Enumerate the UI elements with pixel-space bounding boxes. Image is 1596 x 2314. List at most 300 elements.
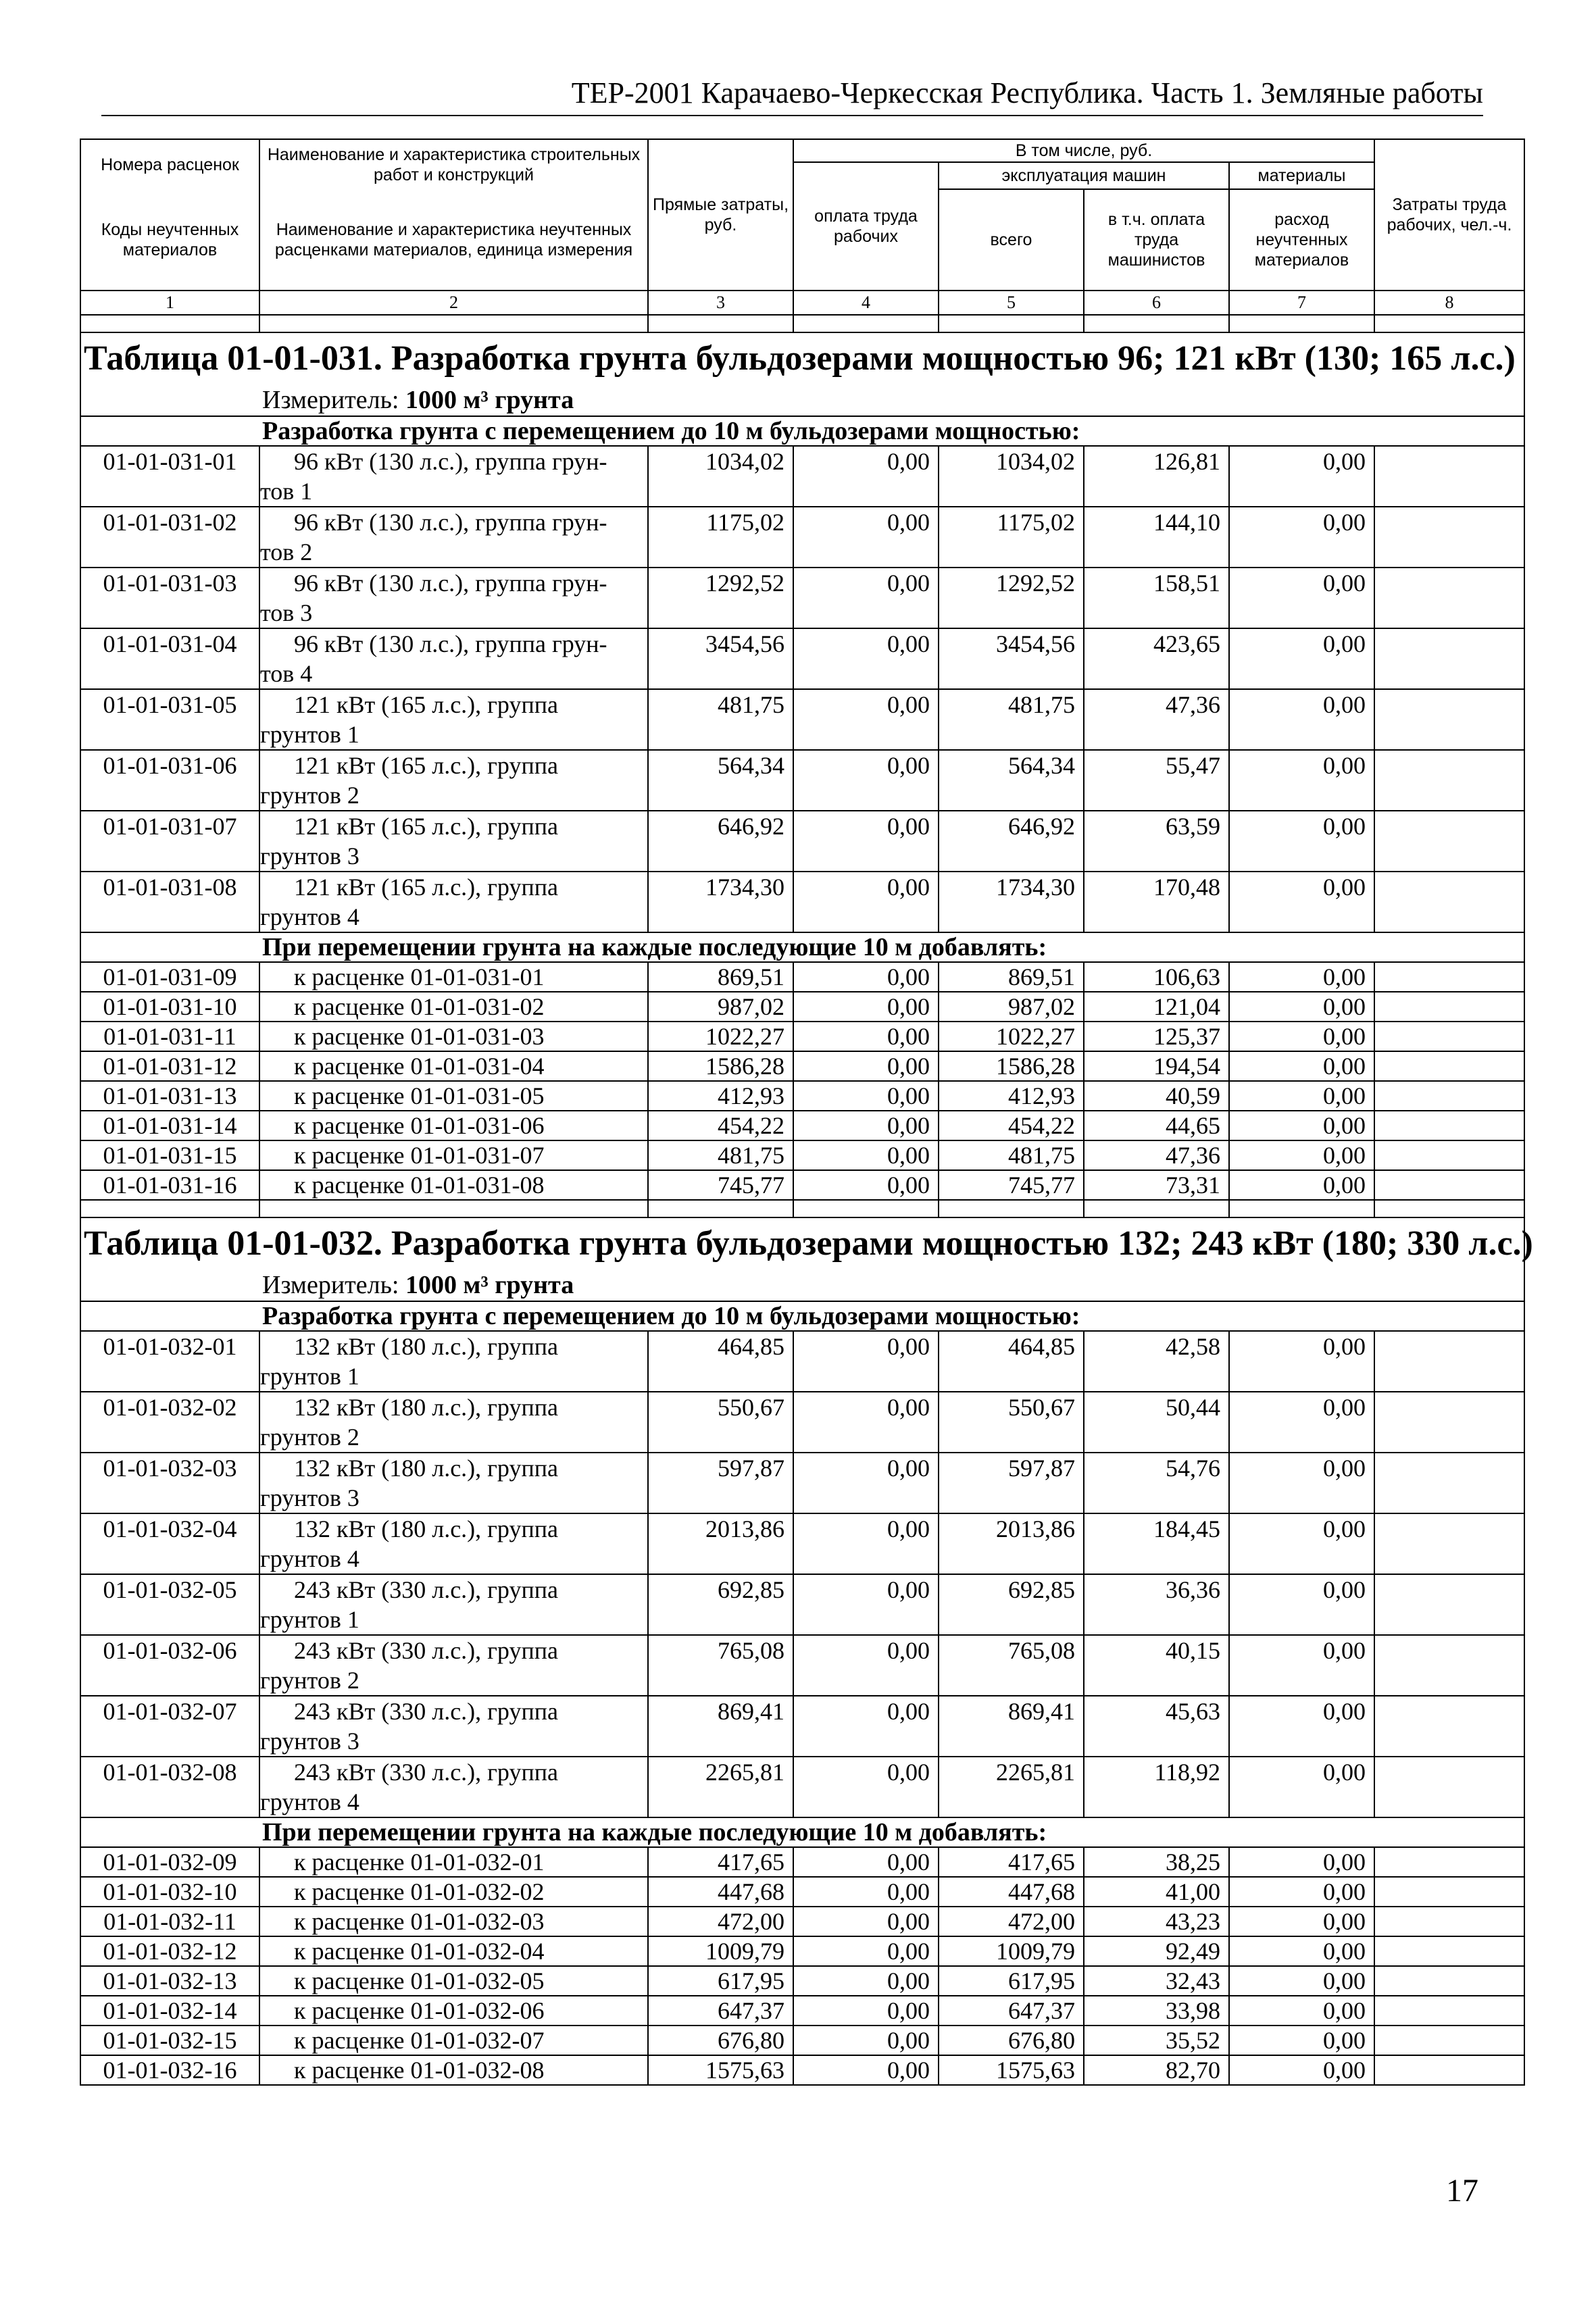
spacer-cell (259, 1200, 648, 1217)
value-c4: 0,00 (793, 2055, 939, 2085)
value-c3: 1586,28 (648, 1051, 793, 1081)
value-c5: 417,65 (939, 1847, 1084, 1877)
spacer-cell (80, 315, 259, 332)
rate-code: 01-01-032-16 (80, 2055, 259, 2085)
value-c3: 1292,52 (648, 568, 793, 628)
section-title: При перемещении грунта на каждые последующие 10 м добавлять: (80, 1817, 1524, 1847)
value-c5: 454,22 (939, 1111, 1084, 1140)
header-col1-bottom: Коды неучтенных материалов (80, 189, 259, 291)
value-c3: 417,65 (648, 1847, 793, 1877)
value-c4: 0,00 (793, 689, 939, 750)
spacer-cell (1374, 315, 1524, 332)
rate-name (259, 1635, 648, 1696)
table-row (80, 1111, 1524, 1140)
spacer-cell (259, 315, 648, 332)
rate-name-line2: грунтов 4 (260, 1788, 359, 1815)
table-row (80, 446, 1524, 507)
value-c4: 0,00 (793, 992, 939, 1022)
value-c7: 0,00 (1229, 1757, 1374, 1817)
value-c8 (1374, 628, 1524, 689)
rate-code: 01-01-032-05 (80, 1574, 259, 1635)
rate-name-line1: 121 кВт (165 л.с.), группа (294, 874, 558, 901)
value-c6: 36,36 (1084, 1574, 1229, 1635)
column-numbers (80, 291, 1524, 315)
value-c6: 184,45 (1084, 1513, 1229, 1574)
rate-name-line2: тов 3 (260, 599, 313, 626)
table-row (80, 2055, 1524, 2085)
value-c7: 0,00 (1229, 2026, 1374, 2055)
header-col4: оплата труда рабочих (793, 162, 939, 291)
value-c6: 40,15 (1084, 1635, 1229, 1696)
value-c3: 472,00 (648, 1907, 793, 1936)
value-c3: 647,37 (648, 1996, 793, 2026)
section-row (80, 1301, 1524, 1331)
rate-name-line1: 96 кВт (130 л.с.), группа грун- (294, 570, 607, 597)
value-c3: 3454,56 (648, 628, 793, 689)
value-c8 (1374, 1081, 1524, 1111)
rate-code: 01-01-032-15 (80, 2026, 259, 2055)
value-c4: 0,00 (793, 1966, 939, 1996)
value-c7: 0,00 (1229, 750, 1374, 811)
spacer-cell (648, 315, 793, 332)
value-c8 (1374, 1392, 1524, 1453)
table-row (80, 2026, 1524, 2055)
rate-name (259, 811, 648, 872)
rate-name-line1: 96 кВт (130 л.с.), группа грун- (294, 630, 607, 657)
rate-code: 01-01-032-04 (80, 1513, 259, 1574)
value-c6: 170,48 (1084, 872, 1229, 932)
table-header (80, 139, 1524, 315)
table-row (80, 1392, 1524, 1453)
rate-name: к расценке 01-01-032-04 (259, 1936, 648, 1966)
value-c7: 0,00 (1229, 1847, 1374, 1877)
value-c6: 44,65 (1084, 1111, 1229, 1140)
header-col2-top: Наименование и характеристика строительных работ и конструкций (259, 139, 648, 189)
rate-name (259, 750, 648, 811)
table-row (80, 1051, 1524, 1081)
value-c8 (1374, 1453, 1524, 1513)
value-c3: 1034,02 (648, 446, 793, 507)
value-c5: 464,85 (939, 1331, 1084, 1392)
value-c4: 0,00 (793, 1453, 939, 1513)
header-col8: Затраты труда рабочих, чел.-ч. (1374, 139, 1524, 291)
value-c5: 1022,27 (939, 1022, 1084, 1051)
spacer-cell (793, 1200, 939, 1217)
colnum: 7 (1229, 291, 1374, 315)
value-c5: 597,87 (939, 1453, 1084, 1513)
value-c4: 0,00 (793, 2026, 939, 2055)
table1-body (80, 315, 1524, 1200)
value-c8 (1374, 689, 1524, 750)
section-row (80, 416, 1524, 446)
spacer-cell (1084, 1200, 1229, 1217)
rate-name-line2: грунтов 3 (260, 1728, 359, 1755)
rate-code: 01-01-032-09 (80, 1847, 259, 1877)
value-c3: 454,22 (648, 1111, 793, 1140)
value-c4: 0,00 (793, 1140, 939, 1170)
colnum: 3 (648, 291, 793, 315)
value-c6: 55,47 (1084, 750, 1229, 811)
value-c4: 0,00 (793, 1111, 939, 1140)
value-c6: 40,59 (1084, 1081, 1229, 1111)
table-row (80, 1140, 1524, 1170)
value-c7: 0,00 (1229, 628, 1374, 689)
value-c3: 765,08 (648, 1635, 793, 1696)
value-c5: 1175,02 (939, 507, 1084, 568)
value-c6: 63,59 (1084, 811, 1229, 872)
rate-name (259, 1757, 648, 1817)
rate-code: 01-01-031-10 (80, 992, 259, 1022)
rate-name-line2: тов 1 (260, 478, 313, 505)
value-c6: 118,92 (1084, 1757, 1229, 1817)
rate-code: 01-01-032-01 (80, 1331, 259, 1392)
value-c6: 423,65 (1084, 628, 1229, 689)
table-row (80, 1170, 1524, 1200)
value-c3: 564,34 (648, 750, 793, 811)
rate-name: к расценке 01-01-031-02 (259, 992, 648, 1022)
value-c7: 0,00 (1229, 1392, 1374, 1453)
meter-value: 1000 м³ грунта (405, 1271, 574, 1299)
value-c4: 0,00 (793, 1051, 939, 1081)
value-c5: 647,37 (939, 1996, 1084, 2026)
value-c5: 3454,56 (939, 628, 1084, 689)
table-row (80, 1696, 1524, 1757)
value-c3: 1575,63 (648, 2055, 793, 2085)
value-c4: 0,00 (793, 1081, 939, 1111)
section-title: Разработка грунта с перемещением до 10 м бульдозерами мощностью: (80, 416, 1524, 446)
value-c4: 0,00 (793, 568, 939, 628)
value-c5: 765,08 (939, 1635, 1084, 1696)
value-c3: 597,87 (648, 1453, 793, 1513)
meter-row (80, 384, 1524, 416)
value-c8 (1374, 1140, 1524, 1170)
rate-name: к расценке 01-01-031-03 (259, 1022, 648, 1051)
value-c7: 0,00 (1229, 1331, 1374, 1392)
value-c8 (1374, 1877, 1524, 1907)
rate-name-line1: 132 кВт (180 л.с.), группа (294, 1515, 558, 1542)
rate-name-line2: грунтов 4 (260, 903, 359, 930)
table-row (80, 1635, 1524, 1696)
value-c6: 121,04 (1084, 992, 1229, 1022)
value-c4: 0,00 (793, 1331, 939, 1392)
table-row (80, 1966, 1524, 1996)
value-c3: 1734,30 (648, 872, 793, 932)
section-row (80, 1817, 1524, 1847)
rate-name (259, 1513, 648, 1574)
header-materials: материалы (1229, 162, 1374, 189)
rate-code: 01-01-032-10 (80, 1877, 259, 1907)
header-col7: расход неучтенных материалов (1229, 189, 1374, 291)
rate-name-line1: 121 кВт (165 л.с.), группа (294, 813, 558, 840)
rate-name (259, 872, 648, 932)
value-c8 (1374, 446, 1524, 507)
rate-code: 01-01-032-13 (80, 1966, 259, 1996)
colnum: 2 (259, 291, 648, 315)
spacer-cell (939, 1200, 1084, 1217)
value-c7: 0,00 (1229, 872, 1374, 932)
table-row (80, 1331, 1524, 1392)
header-col2-bottom: Наименование и характеристика неучтенных расценками материалов, единица измерения (259, 189, 648, 291)
table-row (80, 1757, 1524, 1817)
value-c6: 41,00 (1084, 1877, 1229, 1907)
rate-name: к расценке 01-01-031-07 (259, 1140, 648, 1170)
spacer-cell (80, 1200, 259, 1217)
value-c3: 481,75 (648, 1140, 793, 1170)
rate-name (259, 689, 648, 750)
table-row (80, 1022, 1524, 1051)
rate-name: к расценке 01-01-032-05 (259, 1966, 648, 1996)
rate-name: к расценке 01-01-032-02 (259, 1877, 648, 1907)
rate-name-line1: 96 кВт (130 л.с.), группа грун- (294, 448, 607, 475)
colnum: 8 (1374, 291, 1524, 315)
value-c3: 692,85 (648, 1574, 793, 1635)
value-c7: 0,00 (1229, 1111, 1374, 1140)
table-row (80, 1081, 1524, 1111)
rate-name (259, 1453, 648, 1513)
value-c8 (1374, 811, 1524, 872)
value-c6: 47,36 (1084, 689, 1229, 750)
value-c3: 2013,86 (648, 1513, 793, 1574)
value-c5: 869,51 (939, 962, 1084, 992)
value-c6: 33,98 (1084, 1996, 1229, 2026)
value-c8 (1374, 962, 1524, 992)
rate-name: к расценке 01-01-032-03 (259, 1907, 648, 1936)
value-c4: 0,00 (793, 628, 939, 689)
table-title: Таблица 01-01-031. Разработка грунта бульдозерами мощностью 96; 121 кВт (130; 165 л.с.) (80, 332, 1524, 384)
value-c8 (1374, 1757, 1524, 1817)
value-c7: 0,00 (1229, 1081, 1374, 1111)
table-title-row (80, 1217, 1524, 1269)
spacer-cell (939, 315, 1084, 332)
value-c7: 0,00 (1229, 1574, 1374, 1635)
rate-name-line1: 243 кВт (330 л.с.), группа (294, 1759, 558, 1786)
rate-name (259, 1331, 648, 1392)
value-c7: 0,00 (1229, 1996, 1374, 2026)
meter-value: 1000 м³ грунта (405, 386, 574, 414)
rate-name: к расценке 01-01-032-07 (259, 2026, 648, 2055)
table-row (80, 1996, 1524, 2026)
value-c7: 0,00 (1229, 2055, 1374, 2085)
value-c4: 0,00 (793, 1022, 939, 1051)
meter-row (80, 1269, 1524, 1301)
value-c8 (1374, 1170, 1524, 1200)
value-c6: 32,43 (1084, 1966, 1229, 1996)
value-c6: 92,49 (1084, 1936, 1229, 1966)
table2-body (80, 1200, 1533, 2085)
value-c7: 0,00 (1229, 992, 1374, 1022)
table-row (80, 507, 1524, 568)
rate-name (259, 446, 648, 507)
value-c4: 0,00 (793, 1392, 939, 1453)
value-c3: 987,02 (648, 992, 793, 1022)
colnum: 6 (1084, 291, 1229, 315)
rate-name-line1: 132 кВт (180 л.с.), группа (294, 1333, 558, 1360)
rate-code: 01-01-032-08 (80, 1757, 259, 1817)
value-c4: 0,00 (793, 1996, 939, 2026)
value-c4: 0,00 (793, 1513, 939, 1574)
rate-name (259, 1574, 648, 1635)
value-c6: 42,58 (1084, 1331, 1229, 1392)
value-c3: 412,93 (648, 1081, 793, 1111)
value-c5: 676,80 (939, 2026, 1084, 2055)
table-row (80, 1847, 1524, 1877)
rate-code: 01-01-032-06 (80, 1635, 259, 1696)
table-row (80, 1453, 1524, 1513)
value-c6: 50,44 (1084, 1392, 1229, 1453)
rate-code: 01-01-031-16 (80, 1170, 259, 1200)
spacer-cell (1084, 315, 1229, 332)
value-c7: 0,00 (1229, 1051, 1374, 1081)
colnum: 4 (793, 291, 939, 315)
value-c5: 412,93 (939, 1081, 1084, 1111)
rate-name-line2: грунтов 2 (260, 782, 359, 809)
table-row (80, 811, 1524, 872)
header-group: В том числе, руб. (793, 139, 1374, 162)
spacer-cell (648, 1200, 793, 1217)
value-c3: 1022,27 (648, 1022, 793, 1051)
header-col1-top: Номера расценок (80, 139, 259, 189)
rate-name-line1: 243 кВт (330 л.с.), группа (294, 1576, 558, 1603)
value-c8 (1374, 1635, 1524, 1696)
value-c5: 745,77 (939, 1170, 1084, 1200)
rate-code: 01-01-031-05 (80, 689, 259, 750)
header-machines: эксплуатация машин (939, 162, 1229, 189)
value-c7: 0,00 (1229, 1936, 1374, 1966)
value-c4: 0,00 (793, 811, 939, 872)
rate-name (259, 568, 648, 628)
value-c5: 1292,52 (939, 568, 1084, 628)
rate-code: 01-01-031-06 (80, 750, 259, 811)
rate-name (259, 507, 648, 568)
value-c8 (1374, 1574, 1524, 1635)
value-c6: 43,23 (1084, 1907, 1229, 1936)
value-c5: 869,41 (939, 1696, 1084, 1757)
value-c5: 481,75 (939, 689, 1084, 750)
value-c8 (1374, 1966, 1524, 1996)
rate-name (259, 1392, 648, 1453)
value-c3: 1175,02 (648, 507, 793, 568)
value-c4: 0,00 (793, 1574, 939, 1635)
value-c7: 0,00 (1229, 1170, 1374, 1200)
rate-name: к расценке 01-01-032-01 (259, 1847, 648, 1877)
rate-code: 01-01-032-14 (80, 1996, 259, 2026)
header-col6: в т.ч. оплата труда машинистов (1084, 189, 1229, 291)
rate-name: к расценке 01-01-031-05 (259, 1081, 648, 1111)
value-c6: 126,81 (1084, 446, 1229, 507)
value-c7: 0,00 (1229, 1022, 1374, 1051)
value-c5: 2013,86 (939, 1513, 1084, 1574)
value-c7: 0,00 (1229, 446, 1374, 507)
header-col5: всего (939, 189, 1084, 291)
table-title-row (80, 332, 1524, 384)
value-c7: 0,00 (1229, 1907, 1374, 1936)
value-c6: 54,76 (1084, 1453, 1229, 1513)
value-c6: 82,70 (1084, 2055, 1229, 2085)
value-c7: 0,00 (1229, 507, 1374, 568)
value-c5: 1734,30 (939, 872, 1084, 932)
value-c5: 617,95 (939, 1966, 1084, 1996)
rates-table (80, 139, 1533, 2086)
value-c8 (1374, 2026, 1524, 2055)
value-c6: 125,37 (1084, 1022, 1229, 1051)
value-c5: 1009,79 (939, 1936, 1084, 1966)
value-c3: 447,68 (648, 1877, 793, 1907)
value-c7: 0,00 (1229, 811, 1374, 872)
value-c6: 144,10 (1084, 507, 1229, 568)
value-c6: 45,63 (1084, 1696, 1229, 1757)
value-c7: 0,00 (1229, 1513, 1374, 1574)
value-c3: 617,95 (648, 1966, 793, 1996)
value-c4: 0,00 (793, 1635, 939, 1696)
rate-name-line1: 96 кВт (130 л.с.), группа грун- (294, 509, 607, 536)
rate-code: 01-01-032-07 (80, 1696, 259, 1757)
rate-name: к расценке 01-01-032-06 (259, 1996, 648, 2026)
rate-name-line2: грунтов 2 (260, 1424, 359, 1451)
table-row (80, 1574, 1524, 1635)
value-c8 (1374, 1907, 1524, 1936)
value-c8 (1374, 992, 1524, 1022)
section-title: Разработка грунта с перемещением до 10 м бульдозерами мощностью: (80, 1301, 1524, 1331)
value-c5: 692,85 (939, 1574, 1084, 1635)
value-c8 (1374, 1847, 1524, 1877)
rate-name-line2: грунтов 1 (260, 1363, 359, 1390)
value-c3: 869,41 (648, 1696, 793, 1757)
value-c5: 987,02 (939, 992, 1084, 1022)
meter (80, 1269, 1524, 1301)
rate-name-line2: грунтов 3 (260, 1484, 359, 1511)
value-c8 (1374, 1051, 1524, 1081)
value-c6: 158,51 (1084, 568, 1229, 628)
value-c3: 550,67 (648, 1392, 793, 1453)
colnum: 1 (80, 291, 259, 315)
value-c8 (1374, 872, 1524, 932)
rate-code: 01-01-031-01 (80, 446, 259, 507)
value-c7: 0,00 (1229, 1635, 1374, 1696)
rate-name: к расценке 01-01-031-06 (259, 1111, 648, 1140)
value-c4: 0,00 (793, 1757, 939, 1817)
rate-name-line2: грунтов 4 (260, 1545, 359, 1572)
spacer-row (80, 1200, 1524, 1217)
value-c3: 676,80 (648, 2026, 793, 2055)
value-c4: 0,00 (793, 507, 939, 568)
rate-name-line2: грунтов 1 (260, 1606, 359, 1633)
value-c7: 0,00 (1229, 1966, 1374, 1996)
value-c7: 0,00 (1229, 1140, 1374, 1170)
value-c5: 1034,02 (939, 446, 1084, 507)
rate-code: 01-01-031-11 (80, 1022, 259, 1051)
colnum: 5 (939, 291, 1084, 315)
value-c8 (1374, 1331, 1524, 1392)
value-c5: 1575,63 (939, 2055, 1084, 2085)
header-col3: Прямые затраты, руб. (648, 139, 793, 291)
value-c4: 0,00 (793, 1936, 939, 1966)
rate-code: 01-01-031-02 (80, 507, 259, 568)
value-c4: 0,00 (793, 872, 939, 932)
rate-name: к расценке 01-01-031-01 (259, 962, 648, 992)
table-row (80, 750, 1524, 811)
table-row (80, 689, 1524, 750)
meter (80, 384, 1524, 416)
value-c3: 745,77 (648, 1170, 793, 1200)
table-row (80, 872, 1524, 932)
value-c4: 0,00 (793, 962, 939, 992)
table-row (80, 962, 1524, 992)
value-c3: 2265,81 (648, 1757, 793, 1817)
rate-code: 01-01-031-03 (80, 568, 259, 628)
rate-code: 01-01-031-09 (80, 962, 259, 992)
rate-name-line2: грунтов 3 (260, 842, 359, 870)
rate-name-line1: 243 кВт (330 л.с.), группа (294, 1698, 558, 1725)
